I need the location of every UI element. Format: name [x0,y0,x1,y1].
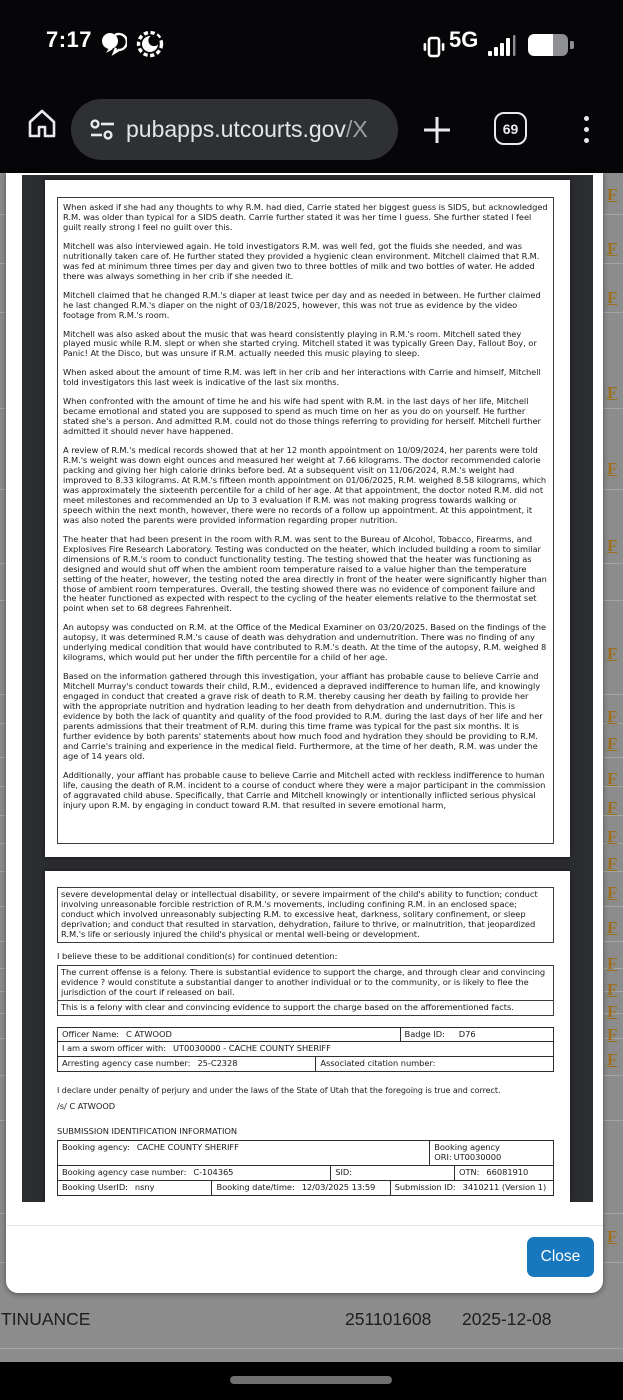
filing-type-text: TINUANCE [1,1309,91,1329]
arresting-case-number-cell: Arresting agency case number: 25-C2328 [62,1058,238,1069]
browser-home-button[interactable] [24,106,60,142]
booking-agency-cell: Booking agency: CACHE COUNTY SHERIFF [62,1141,239,1152]
statement-paragraph: Mitchell was also interviewed again. He told investigators R.M. was well fed, got the fluids she needed, and was nutritionally taken care of. He further stated they provided a hygienic clean environment. Mitchell claimed that R.M. was fed at minimum three times per day and given two to three bottles of milk and two bottles of water. He added there was always something in her crib if she needed it. [63,240,540,281]
detention-conditions-intro: I believe these to be additional condition(s) for continued detention: [57,950,338,961]
close-button-label: Close [540,1248,581,1265]
detention-condition-box-1: The current offense is a felony. There is substantial evidence to support the charge, and through clear and convincing evidence ? would constitute a substantial danger to another individual or to the community, or is likely to flee the jurisdiction of the court if released on bail. [57,965,554,1001]
filing-case-number: 251101608 [345,1309,432,1329]
filing-date: 2025-12-08 [462,1309,552,1329]
document-link[interactable]: F [607,185,618,204]
statement-paragraph: Based on the information gathered through this investigation, your affiant has probable cause to believe Carrie and Mitchell Murray's conduct towards their child, R.M., evidenced a depraved indifference to human life, and knowingly engaged in conduct that created a grave risk of death to R.M. thereby causing her death by failing to provide her with the appropriate nutrition and hydration leading to her death from dehydration and undernutrition. This is evidence by both the lack of quantity and quality of the food provided to R.M. during the last days of her life and her parents admissions that their treatment of R.M. during this time frame was typical for the past six months. It is further evidence by both parents' statements about how much food and hydration they should be providing to R.M. and Carrie's training and experience in the medical field. Furthermore, at the time of her death, R.M. was under the age of 14 years old. [63,671,543,761]
vibrate-mode-icon [423,36,445,58]
sworn-officer-cell: I am a sworn officer with: UT0030000 - CACHE COUNTY SHERIFF [62,1043,331,1054]
network-type-label: 5G [449,27,479,52]
document-link[interactable]: F [607,798,618,817]
sid-cell: SID: [330,1166,454,1180]
document-link[interactable]: F [607,644,618,663]
document-link[interactable]: F [607,883,618,902]
pdf-viewer-scroll-area[interactable] [22,175,593,1202]
booking-userid-cell: Booking UserID: nsny [62,1181,155,1192]
document-link[interactable]: F [607,288,618,307]
badge-id-cell: Badge ID: D76 [400,1028,553,1042]
url-text[interactable]: pubapps.utcourts.gov/X [126,116,368,142]
browser-menu-button[interactable] [580,110,592,150]
signal-strength-icon [488,35,522,56]
message-notification-icon [99,30,127,58]
statement-paragraph: When confronted with the amount of time he and his wife had spent with R.M. in the last days of her life, Mitchell became emotional and stated you are supposed to spend as much time on her as you do on yourself. He further stated she's a person. And admitted R.M. could not do those things referring to providing for herself. Mitchell further admitted it should never have happened. [63,396,541,437]
system-navigation-bar [0,1362,623,1400]
site-settings-icon[interactable] [90,118,116,142]
document-link[interactable]: F [607,536,618,555]
url-bar[interactable] [71,99,398,160]
perjury-declaration: I declare under penalty of perjury and under the laws of the State of Utah that the foregoing is true and correct. [57,1086,501,1096]
signature-line: /s/ C ATWOOD [57,1100,116,1111]
document-link[interactable]: F [607,707,618,726]
booking-info-table [57,1140,554,1196]
officer-info-table [57,1027,554,1073]
submission-info-heading: SUBMISSION IDENTIFICATION INFORMATION [57,1125,238,1136]
statement-paragraph: The heater that had been present in the room with R.M. was sent to the Bureau of Alcohol, Tobacco, Firearms, and Explosives Fire Research Laboratory. Testing was conducted on the heater, which included building a room to similar dimensions of R.M.'s room to conduct functionality testing. The testing showed that the heater was functioning as designed and would shut off when the ambient room temperature raised to a value higher than the temperature setting of the heater, however, the testing noted the area directly in front of the heater were significantly higher than those of ambient room temperatures. Overall, the testing showed there was no evidence of component failure and the heater functioned as expected with respect to the cycling of the heater elements relative to the thermostat set point when set to 68 degrees Fahrenheit. [63,533,547,614]
document-link[interactable]: F [607,1227,618,1246]
otn-cell: OTN: 66081910 [454,1166,553,1180]
statement-paragraph: When asked about the amount of time R.M. was left in her crib and her interactions with Carrie and himself, Mitchell told investigators this last week is indicative of the last six months. [63,367,541,388]
document-link[interactable]: F [607,1050,618,1069]
tab-count: 69 [502,120,519,137]
document-link[interactable]: F [607,239,618,258]
booking-case-number-cell: Booking agency case number: C-104365 [62,1166,234,1177]
citation-number-cell: Associated citation number: [315,1057,553,1071]
close-button[interactable] [527,1237,594,1277]
probable-cause-statement-box [57,197,554,844]
document-link[interactable]: F [607,954,618,973]
pdf-page-2 [45,871,570,1202]
new-tab-button[interactable] [419,112,455,148]
booking-datetime-cell: Booking date/time: 12/03/2025 13:59 [211,1181,389,1195]
statement-paragraph: When asked if she had any thoughts to why R.M. had died, Carrie stated her biggest guess is SIDS, but acknowledged R.M. was older than typical for a SIDS death. Carrie further stated it was her time I guess. She further stated I feel guilt really strong I feel no guilt over this. [63,202,548,232]
document-link[interactable]: F [607,769,618,788]
statement-paragraph: An autopsy was conducted on R.M. at the Office of the Medical Examiner on 03/20/2025. Based on the findings of the autopsy, it was determined R.M.'s cause of death was dehydration and undernutrition. There was no finding of any underlying medical condition that would have contributed to R.M.'s death. At the time of the autopsy, R.M. weighed 8 kilograms, which would put her under the fifth percentile for a child of her age. [63,622,547,663]
browser-chrome [0,0,623,174]
document-link[interactable]: F [607,1025,618,1044]
statement-paragraph: Mitchell claimed that he changed R.M.'s diaper at least twice per day and as needed in between. He further claimed he last changed R.M.'s diaper on the night of 03/18/2025, however, this was not true as evidence by the video footage from R.M.'s room. [63,289,541,320]
detention-condition-box-2: This is a felony with clear and convincing evidence to support the charge based on the afforementioned facts. [57,1001,554,1016]
document-link[interactable]: F [607,827,618,846]
pdf-preview-modal [6,173,603,1293]
document-link[interactable]: F [607,854,618,873]
submission-id-cell: Submission ID: 3410211 (Version 1) [390,1181,553,1195]
document-link[interactable]: F [607,459,618,478]
home-indicator-handle[interactable] [230,1376,392,1384]
table-row-divider [0,1348,623,1349]
booking-ori-cell: Booking agency ORI: UT0030000 [429,1141,553,1165]
document-link[interactable]: F [607,734,618,753]
modal-footer-divider [6,1225,603,1226]
statement-paragraph: A review of R.M.'s medical records showed that at her 12 month appointment on 10/09/2024, her parents were told R.M.'s weight was down eight ounces and measured her weight at 7.66 kilograms. The doctor recommended calorie packing and giving her high calorie drinks before bed. At a subsequent visit on 11/06/2024, R.M.'s weight had improved to 8.33 kilograms. At R.M.'s fifteen month appointment on 01/06/2025, R.M. weighed 8.58 kilograms, which was approximately the sixteenth percentile for a child of her age. At that appointment, the doctor noted R.M. did not meet milestones and recommended an Up to 3 evaluation if R.M. was not making progress towards walking or speech within the next month, however, there were no records of a follow up appointment. At this appointment, it was also noted the parents were provided information regarding proper nutrition. [63,445,547,525]
document-link[interactable]: F [607,918,618,937]
status-time: 7:17 [46,27,93,52]
abuse-conduct-continuation-box: severe developmental delay or intellectual disability, or severe impairment of the child's ability to function; conduct involving unreasonable forcible restriction of R.M.'s movements, including confining R.M. in an enclosed space; conduct which involved unreasonably subjecting R.M. to excessive heat, darkness, solitary confinement, or sleep deprivation; and conduct that resulted in starvation, dehydration, failure to thrive, or malnutrition, that jeopardized R.M.'s life or seriously injured the child's physical or mental well-being or development. [57,887,554,943]
pdf-page-1 [45,180,570,857]
battery-icon [528,34,568,56]
document-link[interactable]: F [607,980,618,999]
statement-paragraph: Mitchell was also asked about the music that was heard consistently playing in R.M.'s room. Mitchell sated they played music while R.M. slept or when she started crying. Mitchell stated it was typically Green Day, Fallout Boy, or Panic! At the Disco, but was unsure if R.M. actually needed this music playing to sleep. [63,328,537,359]
background-table-footer-row [0,1293,623,1348]
bedtime-mode-notification-icon [135,29,165,59]
statement-paragraph: Additionally, your affiant has probable cause to believe Carrie and Mitchell acted with reckless indifference to human life, causing the death of R.M. incident to a course of conduct where they were a major participant in the commission of aggravated child abuse. Specifically, that Carrie and Mitchell knowingly or intentionally inflicted serious physical injury upon R.M. by engaging in conduct toward R.M. that resulted in severe emotional harm, [63,769,546,810]
document-link[interactable]: F [607,383,618,402]
document-link[interactable]: F [607,1002,618,1021]
tab-switcher-button[interactable] [494,112,527,145]
url-path: /X [345,116,368,142]
officer-name-cell: Officer Name: C ATWOOD [62,1028,172,1039]
battery-nub [570,41,574,49]
